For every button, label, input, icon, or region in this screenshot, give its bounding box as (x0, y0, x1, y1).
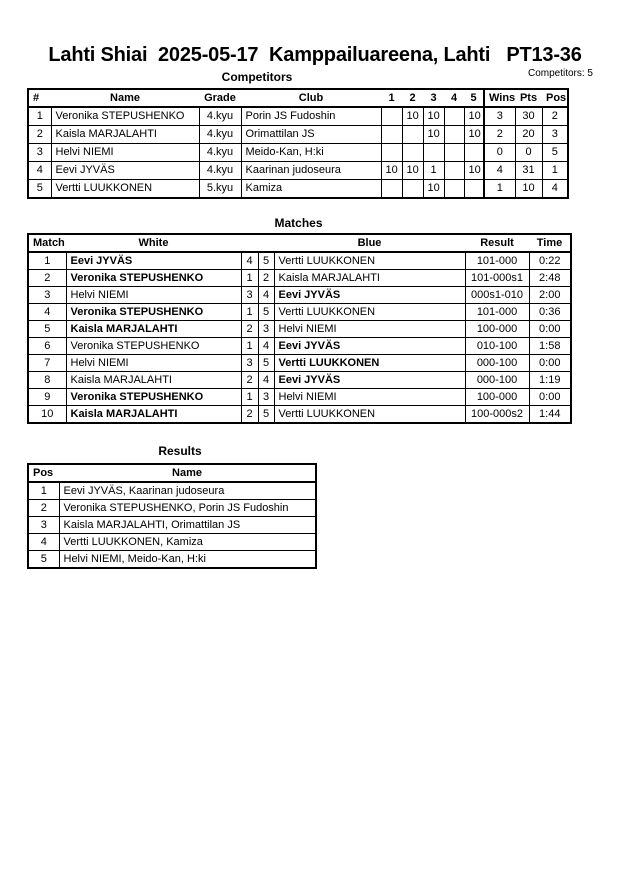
competitor-score-1 (381, 180, 402, 199)
competitor-pts: 20 (515, 126, 542, 144)
results-header-Name: Name (59, 464, 316, 482)
competitors-header-4: 4 (444, 89, 464, 107)
match-result: 000-100 (465, 355, 529, 372)
match-result: 010-100 (465, 338, 529, 355)
competitors-header-Pos: Pos (542, 89, 568, 107)
competitor-score-1: 10 (381, 162, 402, 180)
match-blue-competitor-number: 2 (258, 270, 274, 287)
result-pos: 4 (28, 534, 59, 551)
match-white-competitor-number: 1 (241, 389, 258, 406)
competitor-score-3: 10 (423, 107, 444, 126)
competitors-section-heading: Competitors (221, 70, 293, 84)
match-result: 100-000 (465, 321, 529, 338)
competitor-wins: 3 (484, 107, 515, 126)
match-blue-name: Vertti LUUKKONEN (274, 304, 465, 321)
competitors-header-Name: Name (51, 89, 199, 107)
competitor-club: Orimattilan JS (241, 126, 381, 144)
results-section-heading: Results (158, 444, 202, 458)
match-number: 10 (28, 406, 66, 424)
match-result: 100-000s2 (465, 406, 529, 424)
match-time: 1:19 (529, 372, 571, 389)
results-table (27, 463, 317, 569)
match-blue-competitor-number: 3 (258, 321, 274, 338)
match-number: 1 (28, 252, 66, 270)
match-blue-name: Helvi NIEMI (274, 321, 465, 338)
competitor-club: Kamiza (241, 180, 381, 199)
competitor-wins: 2 (484, 126, 515, 144)
competitor-score-3: 1 (423, 162, 444, 180)
competitor-name: Helvi NIEMI (51, 144, 199, 162)
competitor-score-4 (444, 162, 464, 180)
competitor-row (28, 126, 568, 144)
match-row (28, 372, 571, 389)
match-time: 0:00 (529, 389, 571, 406)
competitor-pos: 5 (542, 144, 568, 162)
competitor-score-2 (402, 144, 423, 162)
match-blue-name: Vertti LUUKKONEN (274, 406, 465, 424)
match-number: 6 (28, 338, 66, 355)
match-white-competitor-number: 1 (241, 338, 258, 355)
match-white-competitor-number: 1 (241, 304, 258, 321)
result-name: Eevi JYVÄS, Kaarinan judoseura (59, 482, 316, 500)
result-pos: 5 (28, 551, 59, 569)
match-row (28, 321, 571, 338)
competitors-table-body (28, 107, 568, 198)
match-time: 0:36 (529, 304, 571, 321)
matches-table-body (28, 252, 571, 423)
match-white-competitor-number: 3 (241, 355, 258, 372)
competitor-grade: 5.kyu (199, 180, 241, 199)
competitor-pts: 10 (515, 180, 542, 199)
competitor-pos: 1 (542, 162, 568, 180)
competitor-club: Meido-Kan, H:ki (241, 144, 381, 162)
competitor-name: Vertti LUUKKONEN (51, 180, 199, 199)
competitor-row (28, 107, 568, 126)
result-pos: 1 (28, 482, 59, 500)
matches-header-blue-number (258, 234, 274, 252)
match-number: 2 (28, 270, 66, 287)
matches-header-match: Match (28, 234, 66, 252)
competitor-pts: 30 (515, 107, 542, 126)
match-blue-name: Vertti LUUKKONEN (274, 252, 465, 270)
competitors-header-5: 5 (464, 89, 484, 107)
match-result: 000s1-010 (465, 287, 529, 304)
competitors-header-row (28, 89, 568, 107)
match-row (28, 270, 571, 287)
competitor-row (28, 180, 568, 199)
matches-header-result: Result (465, 234, 529, 252)
match-row (28, 287, 571, 304)
competitor-score-2 (402, 126, 423, 144)
competitor-pos: 3 (542, 126, 568, 144)
matches-section-heading: Matches (274, 216, 323, 230)
match-white-name: Kaisla MARJALAHTI (66, 321, 241, 338)
match-blue-competitor-number: 5 (258, 406, 274, 424)
results-table-header (28, 464, 316, 482)
competitor-club: Kaarinan judoseura (241, 162, 381, 180)
match-white-competitor-number: 2 (241, 321, 258, 338)
match-blue-competitor-number: 4 (258, 372, 274, 389)
match-white-name: Helvi NIEMI (66, 287, 241, 304)
match-blue-name: Eevi JYVÄS (274, 338, 465, 355)
competitor-score-5 (464, 144, 484, 162)
competitor-club: Porin JS Fudoshin (241, 107, 381, 126)
match-blue-name: Vertti LUUKKONEN (274, 355, 465, 372)
match-blue-name: Eevi JYVÄS (274, 287, 465, 304)
match-blue-competitor-number: 3 (258, 389, 274, 406)
match-number: 3 (28, 287, 66, 304)
competitors-header-2: 2 (402, 89, 423, 107)
match-row (28, 304, 571, 321)
match-result: 100-000 (465, 389, 529, 406)
competitor-pts: 0 (515, 144, 542, 162)
competitor-score-3: 10 (423, 180, 444, 199)
competitor-score-4 (444, 107, 464, 126)
competitor-score-4 (444, 144, 464, 162)
match-white-name: Helvi NIEMI (66, 355, 241, 372)
competitor-score-2: 10 (402, 162, 423, 180)
competitors-header-1: 1 (381, 89, 402, 107)
match-result: 101-000 (465, 252, 529, 270)
competitor-score-2 (402, 180, 423, 199)
competitor-grade: 4.kyu (199, 162, 241, 180)
match-time: 2:00 (529, 287, 571, 304)
result-name: Vertti LUUKKONEN, Kamiza (59, 534, 316, 551)
match-number: 9 (28, 389, 66, 406)
competitors-header-Club: Club (241, 89, 381, 107)
competitors-header-Grade: Grade (199, 89, 241, 107)
competitors-header-Wins: Wins (484, 89, 515, 107)
competitor-score-4 (444, 126, 464, 144)
competitor-grade: 4.kyu (199, 144, 241, 162)
match-white-name: Veronika STEPUSHENKO (66, 389, 241, 406)
competitor-number: 4 (28, 162, 51, 180)
match-number: 5 (28, 321, 66, 338)
match-white-competitor-number: 2 (241, 406, 258, 424)
match-blue-name: Kaisla MARJALAHTI (274, 270, 465, 287)
matches-table (27, 233, 572, 424)
result-row (28, 551, 316, 569)
competitor-row (28, 144, 568, 162)
competitors-header-#: # (28, 89, 51, 107)
competitor-grade: 4.kyu (199, 107, 241, 126)
match-number: 7 (28, 355, 66, 372)
competitor-number: 1 (28, 107, 51, 126)
competitor-score-3: 10 (423, 126, 444, 144)
match-time: 2:48 (529, 270, 571, 287)
competitor-score-2: 10 (402, 107, 423, 126)
result-name: Helvi NIEMI, Meido-Kan, H:ki (59, 551, 316, 569)
result-row (28, 517, 316, 534)
result-row (28, 482, 316, 500)
competitor-score-5: 10 (464, 126, 484, 144)
match-white-name: Kaisla MARJALAHTI (66, 406, 241, 424)
competitor-number: 5 (28, 180, 51, 199)
match-white-competitor-number: 1 (241, 270, 258, 287)
competitors-header-3: 3 (423, 89, 444, 107)
match-row (28, 389, 571, 406)
match-time: 1:58 (529, 338, 571, 355)
match-blue-competitor-number: 5 (258, 355, 274, 372)
results-table-body (28, 482, 316, 568)
competitor-score-4 (444, 180, 464, 199)
match-blue-name: Helvi NIEMI (274, 389, 465, 406)
match-number: 4 (28, 304, 66, 321)
competitor-wins: 0 (484, 144, 515, 162)
competitor-grade: 4.kyu (199, 126, 241, 144)
match-row (28, 252, 571, 270)
match-blue-competitor-number: 4 (258, 287, 274, 304)
competitor-name: Kaisla MARJALAHTI (51, 126, 199, 144)
match-blue-name: Eevi JYVÄS (274, 372, 465, 389)
matches-header-time: Time (529, 234, 571, 252)
page-title: Lahti Shiai 2025-05-17 Kamppailuareena, Lahti PT13-36 (48, 44, 582, 66)
match-white-competitor-number: 4 (241, 252, 258, 270)
competitor-pos: 4 (542, 180, 568, 199)
competitor-score-1 (381, 126, 402, 144)
match-blue-competitor-number: 5 (258, 304, 274, 321)
matches-table-header (28, 234, 571, 252)
matches-header-white: White (66, 234, 241, 252)
result-pos: 3 (28, 517, 59, 534)
competitors-header-Pts: Pts (515, 89, 542, 107)
result-name: Veronika STEPUSHENKO, Porin JS Fudoshin (59, 500, 316, 517)
results-header-Pos: Pos (28, 464, 59, 482)
competitor-score-1 (381, 144, 402, 162)
match-time: 0:00 (529, 355, 571, 372)
match-number: 8 (28, 372, 66, 389)
competitor-wins: 1 (484, 180, 515, 199)
match-white-competitor-number: 3 (241, 287, 258, 304)
match-time: 0:00 (529, 321, 571, 338)
competitor-pos: 2 (542, 107, 568, 126)
result-row (28, 534, 316, 551)
result-row (28, 500, 316, 517)
matches-header-blue: Blue (274, 234, 465, 252)
competitor-score-3 (423, 144, 444, 162)
match-row (28, 338, 571, 355)
match-time: 1:44 (529, 406, 571, 424)
competitors-count-label: Competitors: 5 (527, 68, 593, 79)
match-white-name: Veronika STEPUSHENKO (66, 338, 241, 355)
results-header-row (28, 464, 316, 482)
match-white-name: Veronika STEPUSHENKO (66, 304, 241, 321)
result-name: Kaisla MARJALAHTI, Orimattilan JS (59, 517, 316, 534)
matches-header-row (28, 234, 571, 252)
match-white-name: Kaisla MARJALAHTI (66, 372, 241, 389)
match-white-name: Eevi JYVÄS (66, 252, 241, 270)
competitor-wins: 4 (484, 162, 515, 180)
competitor-score-1 (381, 107, 402, 126)
matches-header-white-number (241, 234, 258, 252)
match-time: 0:22 (529, 252, 571, 270)
match-row (28, 355, 571, 372)
result-pos: 2 (28, 500, 59, 517)
competitor-score-5: 10 (464, 107, 484, 126)
competitor-score-5: 10 (464, 162, 484, 180)
competitor-row (28, 162, 568, 180)
competitor-score-5 (464, 180, 484, 199)
match-white-competitor-number: 2 (241, 372, 258, 389)
competitor-pts: 31 (515, 162, 542, 180)
competitor-name: Veronika STEPUSHENKO (51, 107, 199, 126)
competitors-table (27, 88, 569, 199)
match-result: 000-100 (465, 372, 529, 389)
competitor-number: 2 (28, 126, 51, 144)
match-white-name: Veronika STEPUSHENKO (66, 270, 241, 287)
match-row (28, 406, 571, 424)
competitor-number: 3 (28, 144, 51, 162)
match-blue-competitor-number: 5 (258, 252, 274, 270)
match-blue-competitor-number: 4 (258, 338, 274, 355)
competitor-name: Eevi JYVÄS (51, 162, 199, 180)
match-result: 101-000s1 (465, 270, 529, 287)
competitors-table-header (28, 89, 568, 107)
match-result: 101-000 (465, 304, 529, 321)
